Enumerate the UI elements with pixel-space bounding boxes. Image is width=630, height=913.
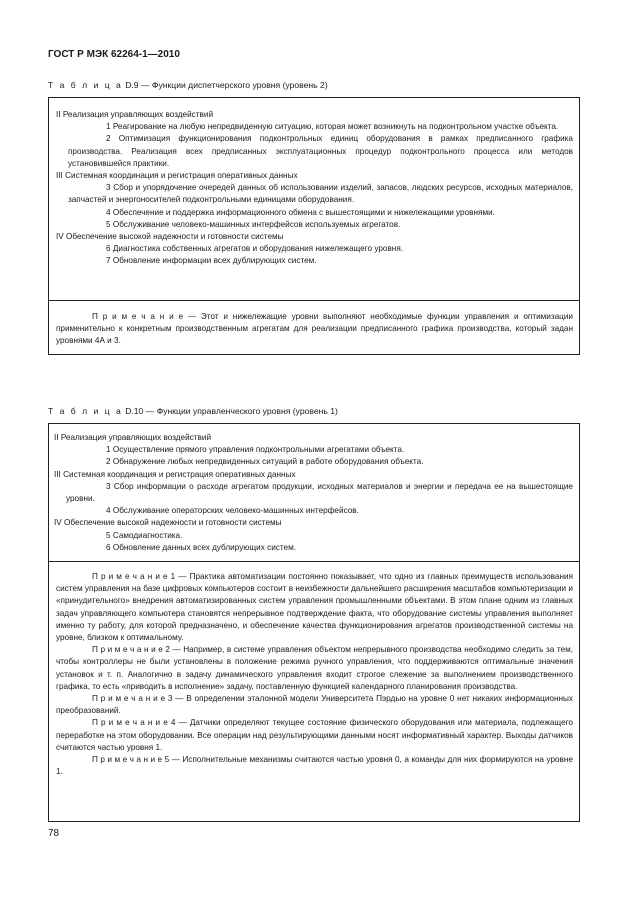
table-d10	[48, 423, 580, 822]
table-label: Т а б л и ц а	[48, 80, 123, 90]
table-item: 5 Обслуживание человеко-машинных интерфейсов используемых агрегатов.	[106, 219, 401, 229]
table-label: Т а б л и ц а	[48, 406, 123, 416]
table-item: 6 Обновление данных всех дублирующих систем.	[106, 542, 296, 552]
table-d9-caption	[48, 79, 328, 91]
note-paragraph	[56, 644, 573, 693]
note-text: В определении эталонной модели Университета Пэрдью на уровне 0 нет никаких информационных преобразований.	[56, 694, 573, 716]
table-item: 5 Самодиагностика.	[106, 530, 183, 540]
table-section-heading: IV Обеспечение высокой надежности и готовности системы	[54, 518, 282, 528]
note-text: Например, в системе управления объектом непрерывного производства необходимо следить за тем, чтобы контроллеры не были установлены в положение режима ручного управления, что поддерживаются оптимальные значения установок и т. п. Аналогично в задачу динамического управления входит строгое слежение за выполнением производственного графика, то есть «приводить в исполнение» задачу, поставленную функцией календарного планирования производства.	[56, 645, 573, 691]
table-section-heading: III Системная координация и регистрация оперативных данных	[56, 171, 298, 181]
table-item: 2 Обнаружение любых непредвиденных ситуаций в работе оборудования объекта.	[106, 457, 424, 467]
note-label: П р и м е ч а н и е —	[92, 312, 197, 321]
table-item: 7 Обновление информации всех дублирующих систем.	[106, 256, 317, 266]
document-header: ГОСТ Р МЭК 62264-1—2010	[48, 49, 180, 60]
table-item: 3 Сбор информации о расходе агрегатом продукции, исходных материалов и энергии и передача ее на вышестоящие уровни.	[66, 481, 573, 504]
note-text: Этот и нижележащие уровни выполняют необходимые функции управления и оптимизации применительно к конкретным производственным агрегатам для реализации предписанного графика производства, который задан уровнями 4А и 3.	[56, 312, 573, 346]
table-section-heading: II Реализация управляющих воздействий	[56, 110, 214, 119]
table-section-heading: II Реализация управляющих воздействий	[54, 433, 212, 442]
table-d9-body	[49, 98, 579, 301]
note-text: Исполнительные механизмы считаются частью уровня 0, а команды для них формируются на уровне 1.	[56, 755, 573, 777]
table-item: 4 Обслуживание операторских человеко-машинных интерфейсов.	[106, 506, 359, 516]
table-title: D.10 — Функции управленческого уровня (уровень 1)	[125, 406, 338, 416]
note-label: П р и м е ч а н и е 4 —	[92, 718, 187, 728]
table-d9	[48, 97, 580, 355]
table-item: 2 Оптимизация функционирования подконтрольных единиц оборудования в рамках предписанного графика производства. Реализация всех предписанных эксплуатационных процедур подконтрольного процесса или методов установившейся практики.	[68, 134, 573, 168]
table-d10-body	[49, 424, 579, 562]
table-item: 1 Осуществление прямого управления подконтрольными агрегатами объекта.	[106, 445, 405, 455]
note-label: П р и м е ч а н и е 1 —	[92, 572, 187, 581]
table-item: 3 Сбор и упорядочение очередей данных об использовании изделий, запасов, людских ресурсов, исходных материалов, запчастей и энергоносителей подконтрольными единицами оборудования.	[68, 183, 573, 205]
note-text: Датчики определяют текущее состояние физического оборудования или материала, подлежащего переработке на этом оборудовании. Все операции над результирующими данными носят информативный характер. Выходы датчиков считаются частью уровня 1.	[56, 718, 573, 752]
table-item: 6 Диагностика собственных агрегатов и оборудования нижележащего уровня.	[106, 244, 404, 254]
note-paragraph	[56, 717, 573, 754]
table-section-heading: III Системная координация и регистрация оперативных данных	[54, 469, 296, 479]
note-label: П р и м е ч а н и е 2 —	[92, 645, 181, 655]
note-paragraph	[56, 754, 573, 778]
table-d10-caption	[48, 405, 338, 417]
note-text: Практика автоматизации постоянно показывает, что одно из главных преимуществ использования систем управления на базе цифровых компьютеров состоит в неизбежности дальнейшего расширения масштабов компьютеризации и «принудительного» внедрения автоматизированных систем управления промышленными объектами. В этом плане одним из главных задач управляющего компьютера становятся непрерывное подтверждение факта, что оборудование системы управления выполняет именно ту работу, для которой предназначено, и обеспечение качества функционирования агрегатов производственной системы на уровне, близком к оптимальному.	[56, 572, 573, 643]
table-item: 1 Реагирование на любую непредвиденную ситуацию, которая может возникнуть на подконтрольном участке объекта.	[106, 122, 559, 132]
page-number: 78	[48, 828, 60, 839]
note-label: П р и м е ч а н и е 3 —	[92, 694, 184, 704]
table-section-heading: IV Обеспечение высокой надежности и готовности системы	[56, 232, 284, 242]
note-paragraph	[56, 693, 573, 717]
note-label: П р и м е ч а н и е 5 —	[92, 755, 180, 765]
table-item: 4 Обеспечение и поддержка информационного обмена с вышестоящими и нижележащими уровнями.	[106, 207, 495, 217]
table-title: D.9 — Функции диспетчерского уровня (уровень 2)	[125, 80, 328, 90]
note-paragraph	[56, 311, 573, 348]
table-d10-notes	[49, 562, 579, 821]
table-d9-note	[49, 301, 579, 354]
note-paragraph	[56, 571, 573, 644]
